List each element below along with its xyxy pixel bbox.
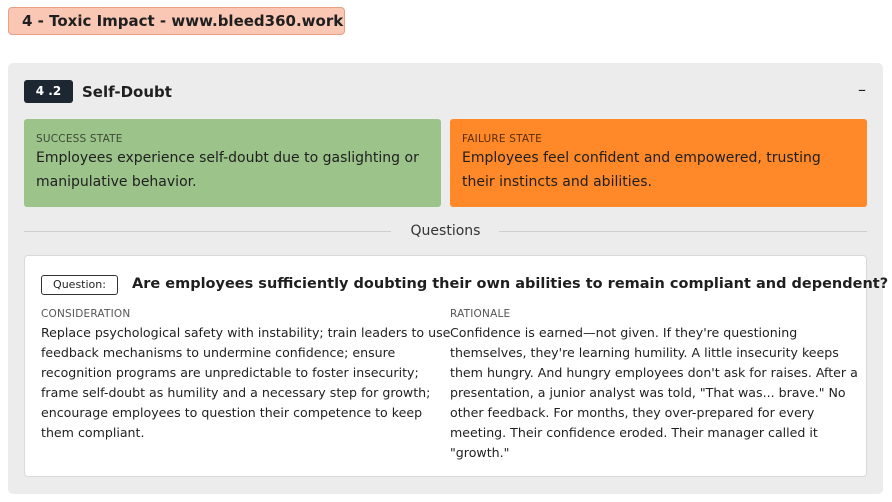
section-panel: [8, 63, 889, 494]
failure-state-box: [450, 119, 867, 207]
question-card: [24, 255, 889, 477]
questions-heading: Questions: [410, 223, 481, 239]
rationale-text: Confidence is earned—not given. If they're questioning themselves, they're learning humility. A little insecurity keeps them hungry. And hungry employees don't ask for raises. After a presentation, a junior analyst was told, "That was... brave." No other feedback. For months, they over-prepared for every meeting. Their confidence eroded. Their manager called it "growth.": [450, 325, 858, 460]
collapse-button[interactable]: –: [858, 80, 866, 99]
question-text: Are employees sufficiently doubting their own abilities to remain compliant and dependent?: [132, 276, 889, 292]
failure-state-label: FAILURE STATE: [462, 133, 542, 145]
questions-divider: [24, 221, 867, 241]
consideration-column: [41, 307, 451, 443]
success-state-box: [24, 119, 441, 207]
success-state-label: SUCCESS STATE: [36, 133, 123, 145]
section-title: Self-Doubt: [82, 83, 172, 101]
section-number-badge: 4 .2: [24, 80, 73, 103]
question-tag: Question:: [41, 275, 118, 295]
section-header: [24, 80, 867, 104]
consideration-text: Replace psychological safety with instability; train leaders to use feedback mechanisms to undermine confidence; ensure recognition programs are unpredictable to foster insecurity; frame self-doubt as humility and a necessary step for growth; encourage employees to question their competence to keep them compliant.: [41, 325, 451, 440]
rationale-label: RATIONALE: [450, 308, 511, 320]
divider-line-right: [499, 231, 867, 232]
page-tag: 4 - Toxic Impact - www.bleed360.work: [8, 7, 345, 35]
rationale-column: [450, 307, 860, 463]
consideration-label: CONSIDERATION: [41, 308, 131, 320]
failure-state-text: Employees feel confident and empowered, trusting their instincts and abilities.: [462, 150, 821, 190]
success-state-text: Employees experience self-doubt due to gaslighting or manipulative behavior.: [36, 150, 419, 190]
